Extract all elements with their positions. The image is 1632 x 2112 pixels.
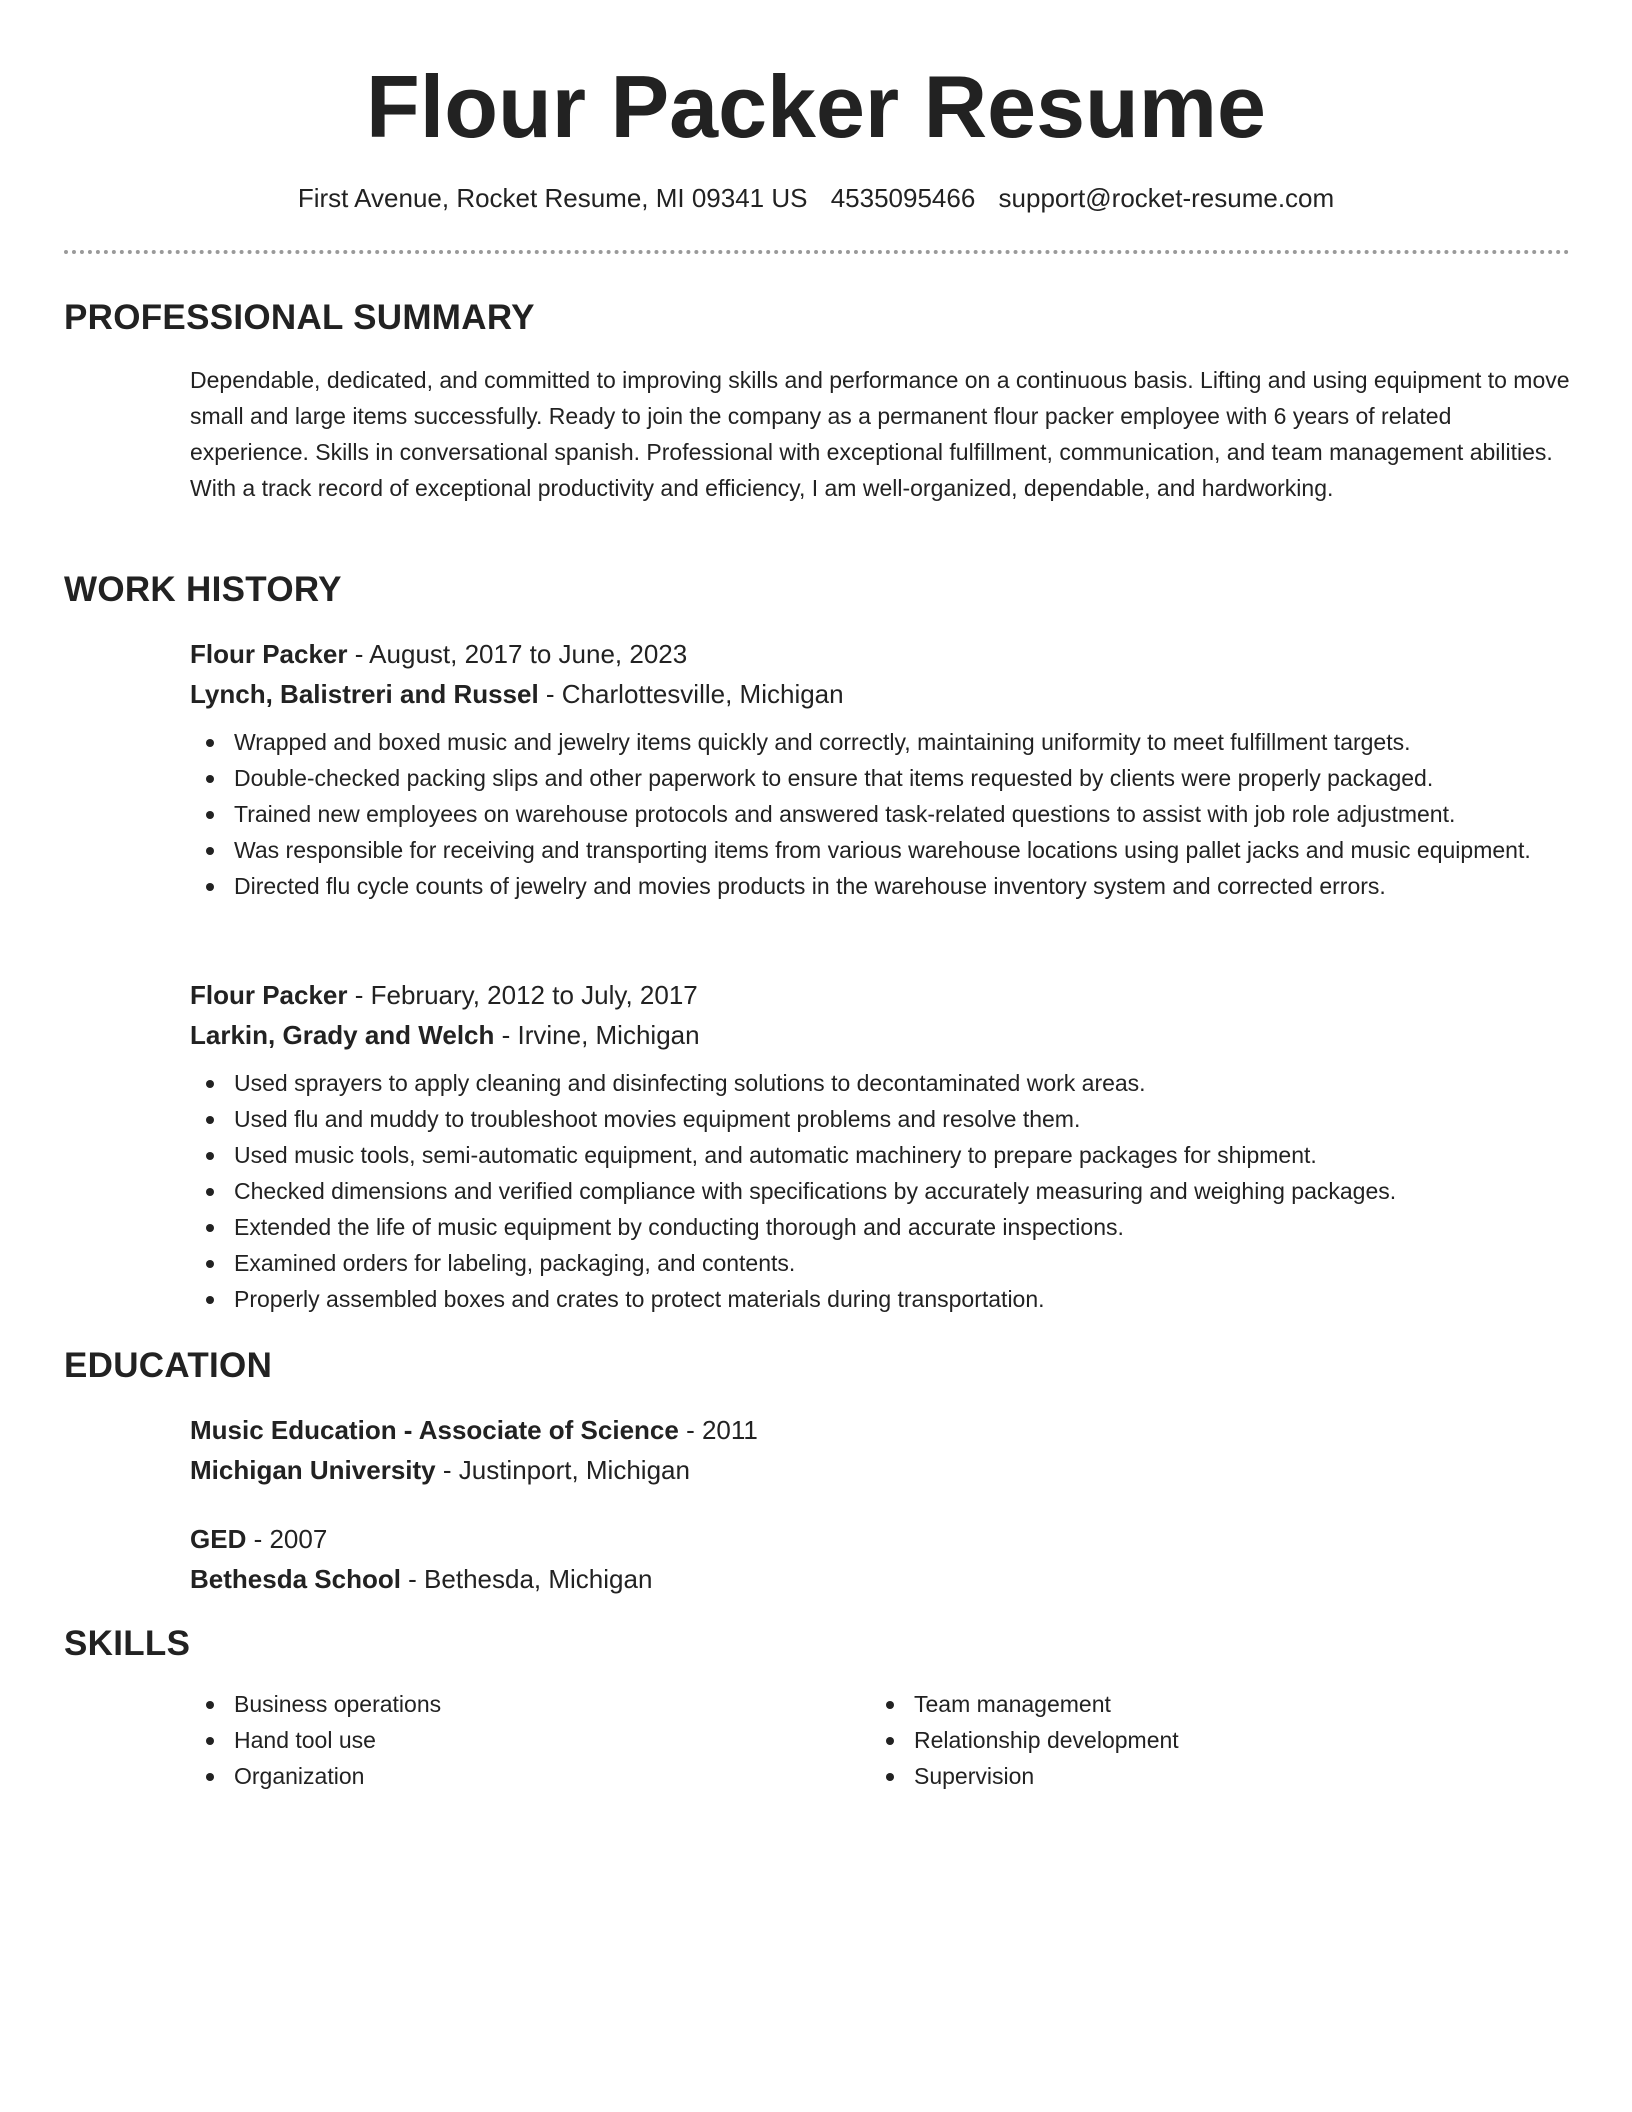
job-company: Lynch, Balistreri and Russel (190, 679, 539, 709)
job-entry (190, 975, 1570, 1317)
contact-email: support@rocket-resume.com (998, 183, 1335, 213)
skill-item: Team management (870, 1686, 1550, 1722)
summary-text: Dependable, dedicated, and committed to improving skills and performance on a continuous basis. Lifting and using equipment to move small and large items successfully. Ready to join the company as a permanent flour packer employee with 6 years of related experience. Skills in conversational spanish. Professional with exceptional fulfillment, communication, and team management abilities. With a track record of exceptional productivity and efficiency, I am well-organized, dependable, and hardworking. (190, 367, 1570, 501)
contact-address: First Avenue, Rocket Resume, MI 09341 US (297, 183, 808, 213)
skills-list (190, 1686, 870, 1794)
job-location: - Charlottesville, Michigan (538, 679, 844, 709)
job-bullet: Trained new employees on warehouse protocols and answered task-related questions to assist with job role adjustment. (190, 796, 1570, 832)
job-entry (190, 634, 1570, 904)
education-degree-line (190, 1519, 1570, 1559)
education-entry (190, 1410, 1570, 1490)
section-heading-education: EDUCATION (64, 1346, 273, 1385)
education-school: Bethesda School (190, 1564, 401, 1594)
job-title: Flour Packer (190, 639, 348, 669)
section-heading-skills: SKILLS (64, 1624, 191, 1663)
skill-item: Organization (190, 1758, 870, 1794)
job-company-line (190, 1015, 1570, 1055)
job-dates: - February, 2012 to July, 2017 (347, 980, 698, 1010)
skill-item: Hand tool use (190, 1722, 870, 1758)
job-bullets (190, 1065, 1570, 1317)
job-bullet: Checked dimensions and verified compliance with specifications by accurately measuring and weighing packages. (190, 1173, 1570, 1209)
education-degree-line (190, 1410, 1570, 1450)
skill-item: Business operations (190, 1686, 870, 1722)
skills-grid (190, 1686, 1570, 1794)
job-title-line (190, 975, 1570, 1015)
education-degree: GED (190, 1524, 247, 1554)
contact-phone: 4535095466 (830, 183, 976, 213)
header-divider (64, 250, 1570, 254)
education-location: - Bethesda, Michigan (400, 1564, 653, 1594)
education-school-line (190, 1450, 1570, 1490)
skill-item: Relationship development (870, 1722, 1550, 1758)
job-bullet: Extended the life of music equipment by conducting thorough and accurate inspections. (190, 1209, 1570, 1245)
skill-item: Supervision (870, 1758, 1550, 1794)
job-bullet: Examined orders for labeling, packaging, and contents. (190, 1245, 1570, 1281)
resume-title: Flour Packer Resume (366, 57, 1266, 156)
job-location: - Irvine, Michigan (494, 1020, 700, 1050)
education-school-line (190, 1559, 1570, 1599)
education-school: Michigan University (190, 1455, 436, 1485)
job-bullet: Wrapped and boxed music and jewelry items quickly and correctly, maintaining uniformity to meet fulfillment targets. (190, 724, 1570, 760)
job-bullet: Properly assembled boxes and crates to protect materials during transportation. (190, 1281, 1570, 1317)
job-bullet: Used sprayers to apply cleaning and disinfecting solutions to decontaminated work areas. (190, 1065, 1570, 1101)
job-bullets (190, 724, 1570, 904)
job-bullet: Used music tools, semi-automatic equipment, and automatic machinery to prepare packages for shipment. (190, 1137, 1570, 1173)
skills-column-left (190, 1686, 870, 1794)
summary-block (190, 362, 1570, 506)
education-location: - Justinport, Michigan (435, 1455, 690, 1485)
job-bullet: Was responsible for receiving and transporting items from various warehouse locations using pallet jacks and music equipment. (190, 832, 1570, 868)
education-year: - 2007 (246, 1524, 328, 1554)
section-heading-summary: PROFESSIONAL SUMMARY (64, 298, 535, 337)
skills-column-right (870, 1686, 1550, 1794)
job-company: Larkin, Grady and Welch (190, 1020, 495, 1050)
job-company-line (190, 674, 1570, 714)
job-bullet: Used flu and muddy to troubleshoot movies equipment problems and resolve them. (190, 1101, 1570, 1137)
education-entry (190, 1519, 1570, 1599)
job-title-line (190, 634, 1570, 674)
skills-list (870, 1686, 1550, 1794)
education-degree: Music Education - Associate of Science (190, 1415, 679, 1445)
section-heading-work: WORK HISTORY (64, 570, 342, 609)
education-year: - 2011 (678, 1415, 758, 1445)
contact-line (0, 180, 1632, 216)
job-dates: - August, 2017 to June, 2023 (347, 639, 688, 669)
job-title: Flour Packer (190, 980, 348, 1010)
job-bullet: Double-checked packing slips and other paperwork to ensure that items requested by clients were properly packaged. (190, 760, 1570, 796)
job-bullet: Directed flu cycle counts of jewelry and movies products in the warehouse inventory system and corrected errors. (190, 868, 1570, 904)
